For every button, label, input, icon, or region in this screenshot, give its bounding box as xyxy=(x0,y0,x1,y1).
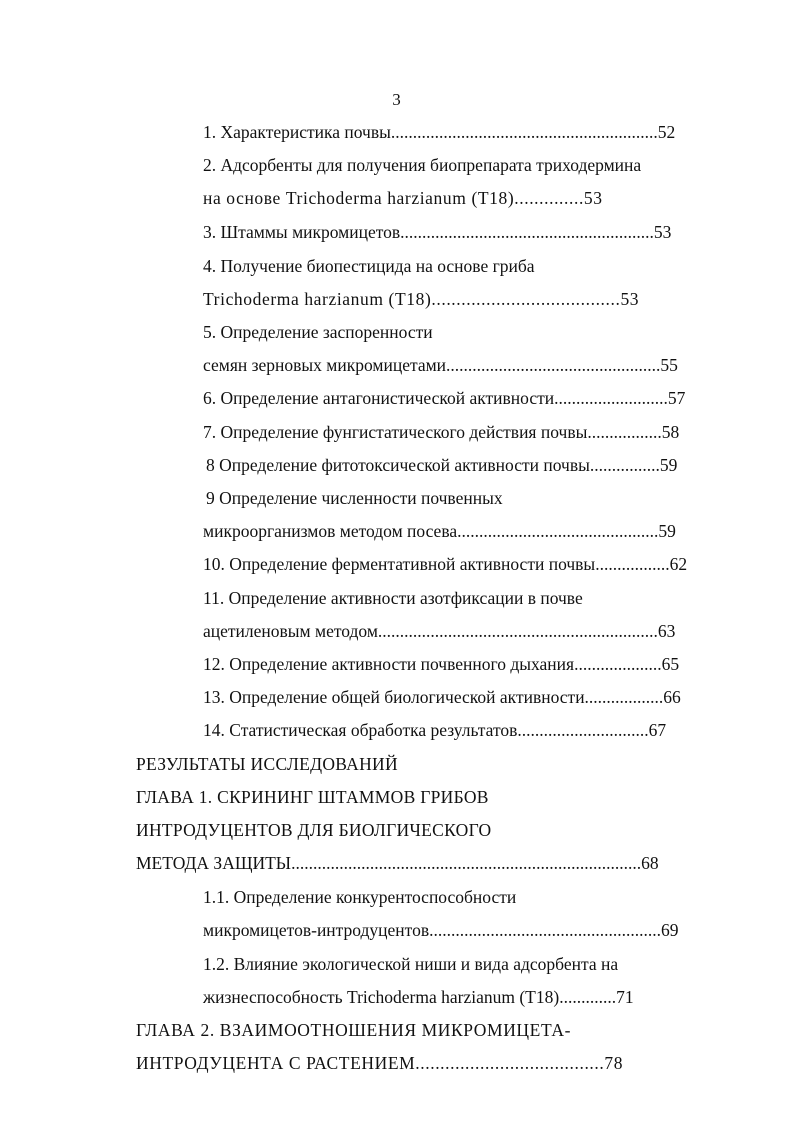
toc-entry-5: 5. Определение заспоренности xyxy=(203,322,433,342)
toc-entry-2-cont: на основе Trichoderma harzianum (T18)..............53 xyxy=(203,188,603,208)
toc-entry-12: 12. Определение активности почвенного дыхания....................65 xyxy=(203,654,680,674)
toc-entry-14: 14. Статистическая обработка результатов..............................67 xyxy=(203,720,667,740)
toc-entry-11-cont: ацетиленовым методом................................................................63 xyxy=(203,621,676,641)
toc-entry-9: 9 Определение численности почвенных xyxy=(206,488,503,508)
toc-entry-5-cont: семян зерновых микромицетами.................................................55 xyxy=(203,355,678,375)
toc-entry-8: 8 Определение фитотоксической активности почвы................59 xyxy=(206,455,678,475)
toc-entry-1: 1. Характеристика почвы.............................................................52 xyxy=(203,122,676,142)
toc-entry-1-2: 1.2. Влияние экологической ниши и вида адсорбента на xyxy=(203,954,619,974)
toc-entry-7: 7. Определение фунгистатического действия почвы.................58 xyxy=(203,422,680,442)
section-heading-results: РЕЗУЛЬТАТЫ ИССЛЕДОВАНИЙ xyxy=(136,754,398,774)
toc-entry-9-cont: микроорганизмов методом посева..............................................59 xyxy=(203,521,676,541)
toc-entry-4-cont: Trichoderma harzianum (T18)......................................53 xyxy=(203,289,640,309)
toc-entry-1-2-cont: жизнеспособность Trichoderma harzianum (T18).............71 xyxy=(203,987,634,1007)
chapter-1-heading: ГЛАВА 1. СКРИНИНГ ШТАММОВ ГРИБОВ xyxy=(136,787,489,807)
page-number: 3 xyxy=(392,90,401,109)
toc-entry-4: 4. Получение биопестицида на основе гриба xyxy=(203,256,535,276)
chapter-2-heading-cont: ИНТРОДУЦЕНТА С РАСТЕНИЕМ......................................78 xyxy=(136,1053,624,1073)
toc-entry-11: 11. Определение активности азотфиксации в почве xyxy=(203,588,583,608)
toc-entry-10: 10. Определение ферментативной активности почвы.................62 xyxy=(203,554,688,574)
toc-entry-3: 3. Штаммы микромицетов..........................................................53 xyxy=(203,222,672,242)
toc-entry-1-1: 1.1. Определение конкурентоспособности xyxy=(203,887,517,907)
chapter-1-heading-end: МЕТОДА ЗАЩИТЫ................................................................................68 xyxy=(136,853,659,873)
toc-entry-6: 6. Определение антагонистической активности..........................57 xyxy=(203,388,686,408)
chapter-1-heading-cont: ИНТРОДУЦЕНТОВ ДЛЯ БИОЛГИЧЕСКОГО xyxy=(136,820,492,840)
toc-entry-2: 2. Адсорбенты для получения биопрепарата триходермина xyxy=(203,155,642,175)
toc-entry-13: 13. Определение общей биологической активности..................66 xyxy=(203,687,681,707)
toc-entry-1-1-cont: микромицетов-интродуцентов.....................................................69 xyxy=(203,920,679,940)
chapter-2-heading: ГЛАВА 2. ВЗАИМООТНОШЕНИЯ МИКРОМИЦЕТА- xyxy=(136,1020,572,1040)
